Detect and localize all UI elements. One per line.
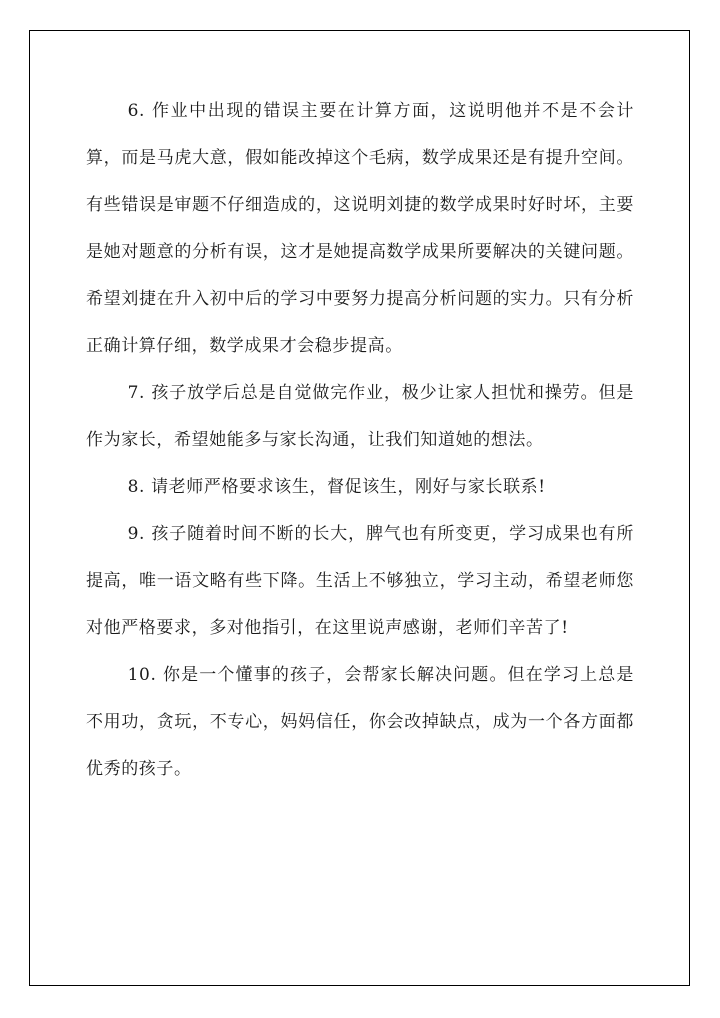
paragraph-item-9: 9. 孩子随着时间不断的长大，脾气也有所变更，学习成果也有所提高，唯一语文略有些下降。生活上不够独立，学习主动，希望老师您对他严格要求，多对他指引，在这里说声感谢，老师们辛苦了!	[86, 524, 634, 638]
paragraph-item-8: 8. 请老师严格要求该生，督促该生，刚好与家长联系!	[127, 477, 546, 497]
paragraph-item-6: 6. 作业中出现的错误主要在计算方面，这说明他并不是不会计算，而是马虎大意，假如能改掉这个毛病，数学成果还是有提升空间。有些错误是审题不仔细造成的，这说明刘捷的数学成果时好时坏，主要是她对题意的分析有误，这才是她提高数学成果所要解决的关键问题。希望刘捷在升入初中后的学习中要努力提高分析问题的实力。只有分析正确计算仔细，数学成果才会稳步提高。	[86, 101, 634, 356]
paragraph-item-7: 7. 孩子放学后总是自觉做完作业，极少让家人担忧和操劳。但是作为家长，希望她能多与家长沟通，让我们知道她的想法。	[86, 383, 634, 450]
document-body	[86, 88, 634, 793]
paragraph-item-10: 10. 你是一个懂事的孩子，会帮家长解决问题。但在学习上总是不用功，贪玩，不专心，妈妈信任，你会改掉缺点，成为一个各方面都优秀的孩子。	[86, 665, 634, 779]
